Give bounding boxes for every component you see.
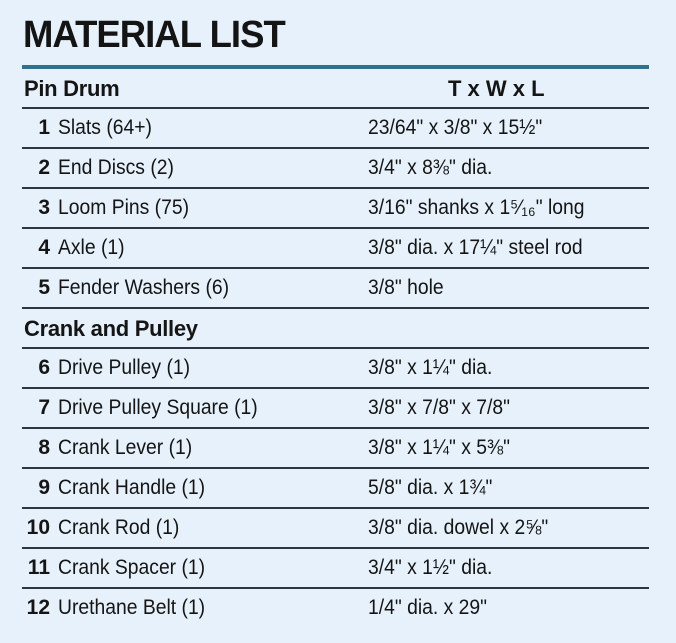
item-name: Slats (64+) <box>58 116 152 139</box>
item-number: 9 <box>38 476 50 499</box>
item-dimensions: 3/8" dia. dowel x 2⅝" <box>368 516 549 539</box>
table-row <box>22 349 649 389</box>
item-name: Urethane Belt (1) <box>58 596 206 619</box>
item-number: 5 <box>38 276 50 299</box>
item-number: 3 <box>38 196 50 219</box>
item-dimensions: 5/8" dia. x 1¾" <box>368 476 493 499</box>
item-name: Fender Washers (6) <box>58 276 230 299</box>
item-dimensions: 3/4" x 8⅜" dia. <box>368 156 493 179</box>
item-name: Drive Pulley (1) <box>58 356 191 379</box>
item-number: 7 <box>38 396 50 419</box>
item-number: 10 <box>26 516 50 539</box>
section-row <box>22 309 649 349</box>
table-row <box>22 429 649 469</box>
item-name: Drive Pulley Square (1) <box>58 396 258 419</box>
table-row <box>22 229 649 269</box>
item-name: End Discs (2) <box>58 156 174 179</box>
table-row <box>22 109 649 149</box>
table-row <box>22 389 649 429</box>
item-dimensions: 3/8" x 7/8" x 7/8" <box>368 396 510 419</box>
item-number: 6 <box>38 356 50 379</box>
table-row <box>22 549 649 589</box>
item-dimensions: 1/4" dia. x 29" <box>368 596 487 619</box>
item-number: 8 <box>38 436 50 459</box>
table-header-row <box>22 69 649 109</box>
item-number: 11 <box>27 556 50 579</box>
section-heading-crank-and-pulley: Crank and Pulley <box>24 316 198 341</box>
item-dimensions: 3/8" dia. x 17¼" steel rod <box>368 236 583 259</box>
item-number: 2 <box>38 156 50 179</box>
item-dimensions: 3/8" x 1¼" dia. <box>368 356 493 379</box>
table-row <box>22 469 649 509</box>
table-row <box>22 269 649 309</box>
dimensions-column-header: T x W x L <box>448 76 545 101</box>
item-name: Crank Spacer (1) <box>58 556 206 579</box>
item-dimensions: 3/16" shanks x 1⁵⁄₁₆" long <box>368 196 585 219</box>
page-title: MATERIAL LIST <box>23 14 285 56</box>
item-name: Crank Rod (1) <box>58 516 180 539</box>
section-heading-pin-drum: Pin Drum <box>24 76 120 101</box>
item-number: 1 <box>38 116 50 139</box>
item-dimensions: 3/4" x 1½" dia. <box>368 556 493 579</box>
item-dimensions: 3/8" hole <box>368 276 444 299</box>
item-name: Axle (1) <box>58 236 125 259</box>
item-name: Loom Pins (75) <box>58 196 190 219</box>
table-row <box>22 509 649 549</box>
item-name: Crank Lever (1) <box>58 436 193 459</box>
item-name: Crank Handle (1) <box>58 476 206 499</box>
item-number: 4 <box>38 236 50 259</box>
material-table <box>22 69 649 629</box>
item-number: 12 <box>26 596 50 619</box>
item-dimensions: 23/64" x 3/8" x 15½" <box>368 116 543 139</box>
table-row <box>22 189 649 229</box>
table-row <box>22 589 649 629</box>
item-dimensions: 3/8" x 1¼" x 5⅜" <box>368 436 510 459</box>
table-row <box>22 149 649 189</box>
